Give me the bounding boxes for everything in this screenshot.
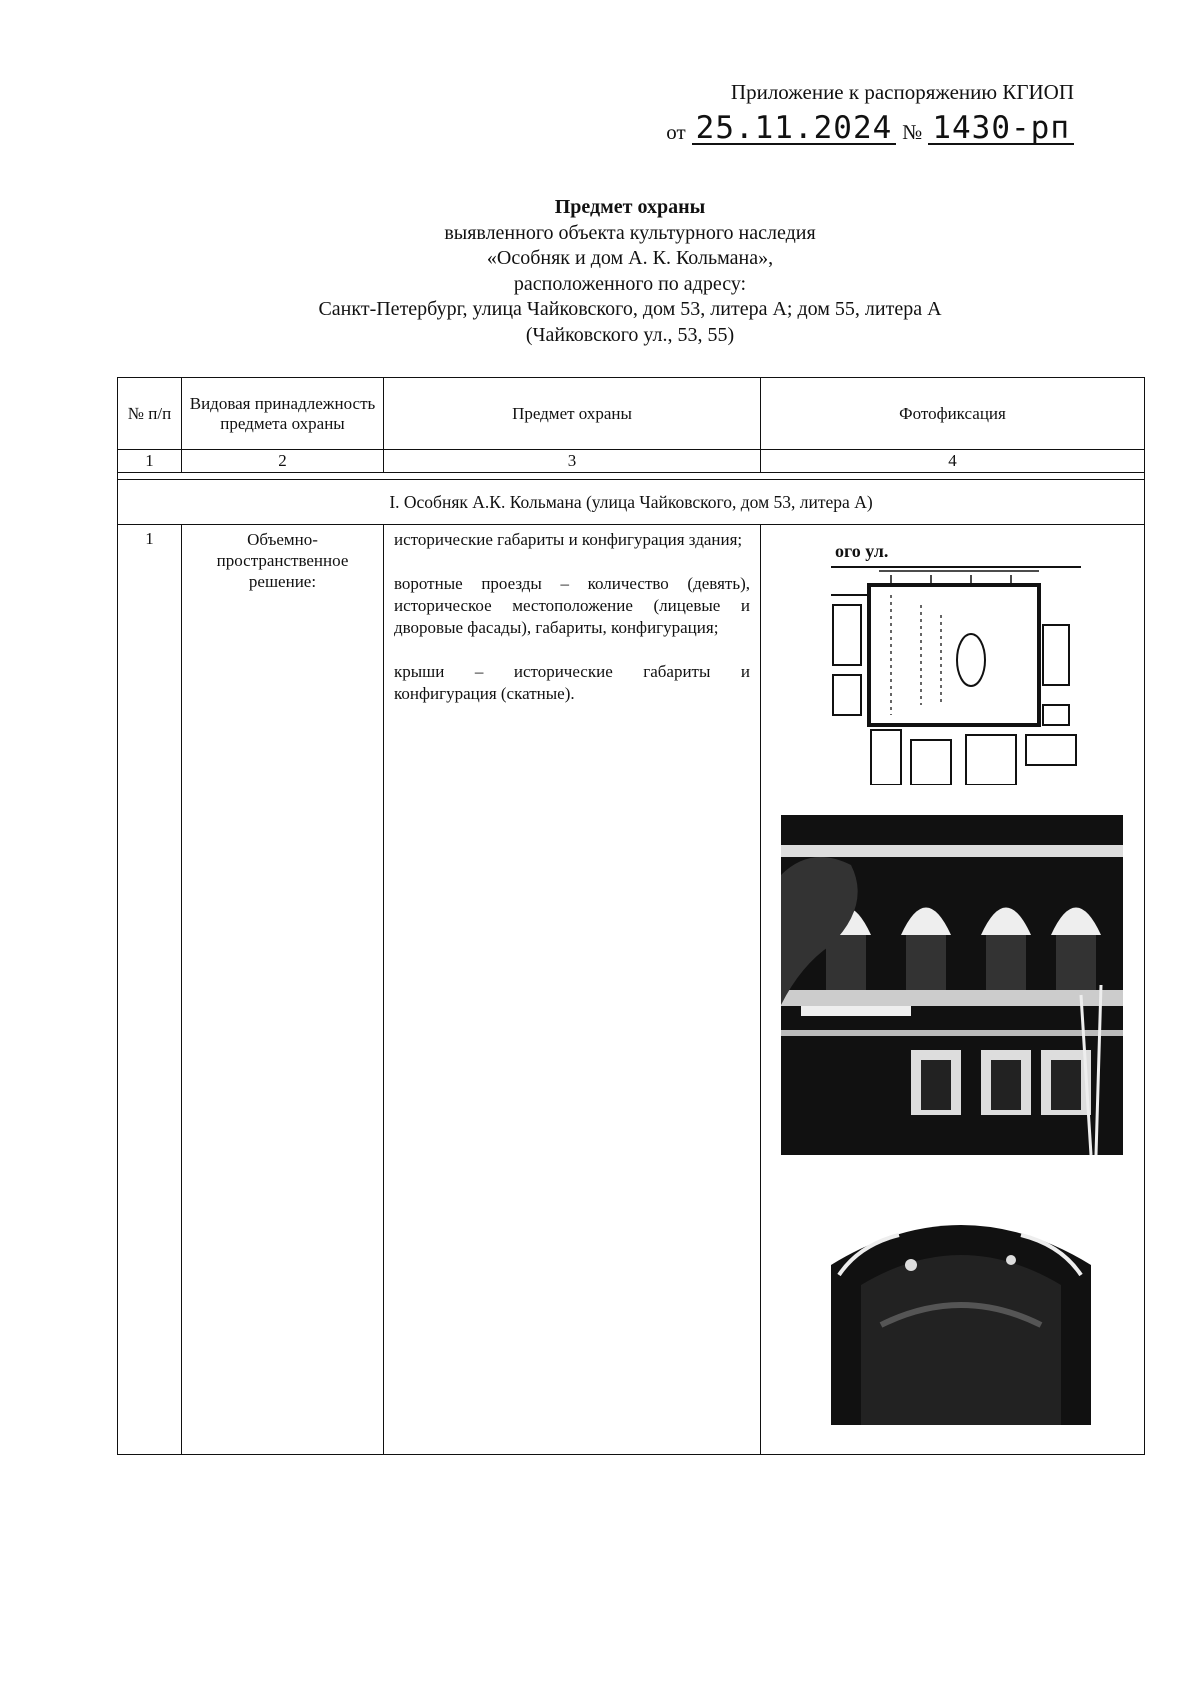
appendix-date-line xyxy=(666,110,1074,146)
title-line-2: выявленного объекта культурного наследия xyxy=(444,221,816,244)
section-row xyxy=(118,480,1145,525)
row-type: Объемно-пространственное решение: xyxy=(182,525,384,1455)
header-photo: Фотофиксация xyxy=(761,378,1145,450)
protection-table xyxy=(117,377,1145,1455)
title-line-1: Предмет охраны xyxy=(554,196,706,218)
appendix-caption: Приложение к распоряжению КГИОП xyxy=(730,80,1074,104)
subject-item: крыши – исторические габариты и конфигурация (скатные). xyxy=(394,662,750,703)
row-subject xyxy=(384,525,761,1455)
map-street-label: ого ул. xyxy=(835,541,889,561)
col-number: 3 xyxy=(384,450,761,473)
arch-photo xyxy=(821,1205,1101,1425)
column-number-row xyxy=(118,450,1145,473)
title-line-6: (Чайковского ул., 53, 55) xyxy=(525,323,735,346)
col-number: 2 xyxy=(182,450,384,473)
row-number: 1 xyxy=(118,525,182,1455)
number-prefix: № xyxy=(902,120,923,144)
header-num: № п/п xyxy=(118,378,182,450)
subject-item: исторические габариты и конфигурация здания; xyxy=(394,530,743,549)
date-prefix: от xyxy=(666,120,686,144)
col-number: 1 xyxy=(118,450,182,473)
header-row xyxy=(118,378,1145,450)
handwritten-number: 1430-рп xyxy=(928,113,1074,145)
col-number: 4 xyxy=(761,450,1145,473)
header-type: Видовая принадлежность предмета охраны xyxy=(182,378,384,450)
handwritten-date: 25.11.2024 xyxy=(692,113,897,145)
site-plan-image xyxy=(831,535,1081,785)
header-subject: Предмет охраны xyxy=(384,378,761,450)
subject-item: воротные проезды – количество (девять), историческое местоположение (лицевые и дворовые фасады), габариты, конфигурация; xyxy=(394,574,750,637)
title-line-3: «Особняк и дом А. К. Кольмана», xyxy=(486,247,774,269)
title-line-5: Санкт-Петербург, улица Чайковского, дом 53, литера А; дом 55, литера А xyxy=(318,298,942,320)
section-title: I. Особняк А.К. Кольмана (улица Чайковского, дом 53, литера А) xyxy=(118,480,1145,525)
facade-photo xyxy=(781,815,1123,1155)
table-row xyxy=(118,525,1145,1455)
gap-row xyxy=(118,473,1145,480)
title-line-4: расположенного по адресу: xyxy=(513,272,747,295)
document-title xyxy=(0,195,1200,348)
photo-cell xyxy=(761,525,1145,1455)
